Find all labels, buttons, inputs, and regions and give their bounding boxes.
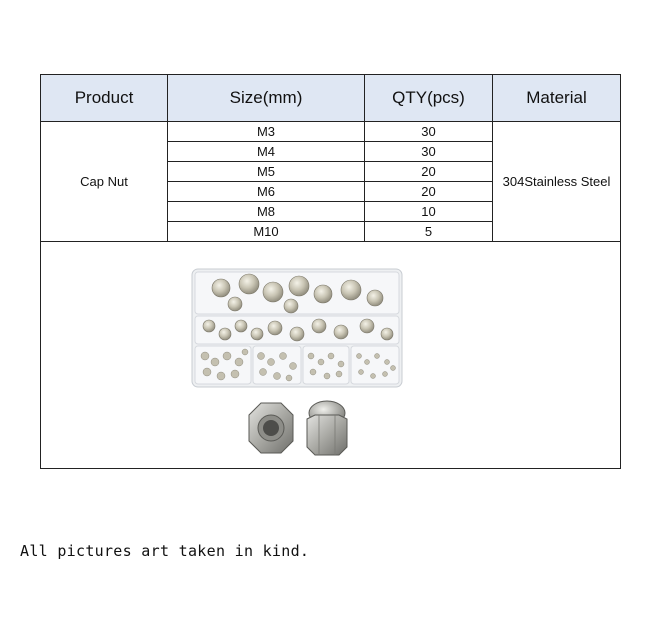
cap-nut-closeup-photo (239, 397, 357, 461)
qty-cell: 30 (365, 142, 493, 162)
qty-cell: 20 (365, 162, 493, 182)
header-size: Size(mm) (168, 75, 365, 122)
size-cell: M6 (168, 182, 365, 202)
header-qty: QTY(pcs) (365, 75, 493, 122)
product-cell: Cap Nut (41, 122, 168, 242)
spec-table (40, 74, 621, 469)
header-row (41, 75, 621, 122)
photo-cell (41, 242, 621, 469)
qty-cell: 30 (365, 122, 493, 142)
qty-cell: 5 (365, 222, 493, 242)
header-material: Material (493, 75, 621, 122)
size-cell: M8 (168, 202, 365, 222)
header-product: Product (41, 75, 168, 122)
size-cell: M10 (168, 222, 365, 242)
cap-nut-kit-photo (191, 268, 403, 388)
size-cell: M4 (168, 142, 365, 162)
size-cell: M3 (168, 122, 365, 142)
qty-cell: 10 (365, 202, 493, 222)
table-row (41, 122, 621, 142)
size-cell: M5 (168, 162, 365, 182)
photo-row (41, 242, 621, 469)
qty-cell: 20 (365, 182, 493, 202)
footer-note: All pictures art taken in kind. (20, 542, 310, 560)
material-cell: 304Stainless Steel (493, 122, 621, 242)
